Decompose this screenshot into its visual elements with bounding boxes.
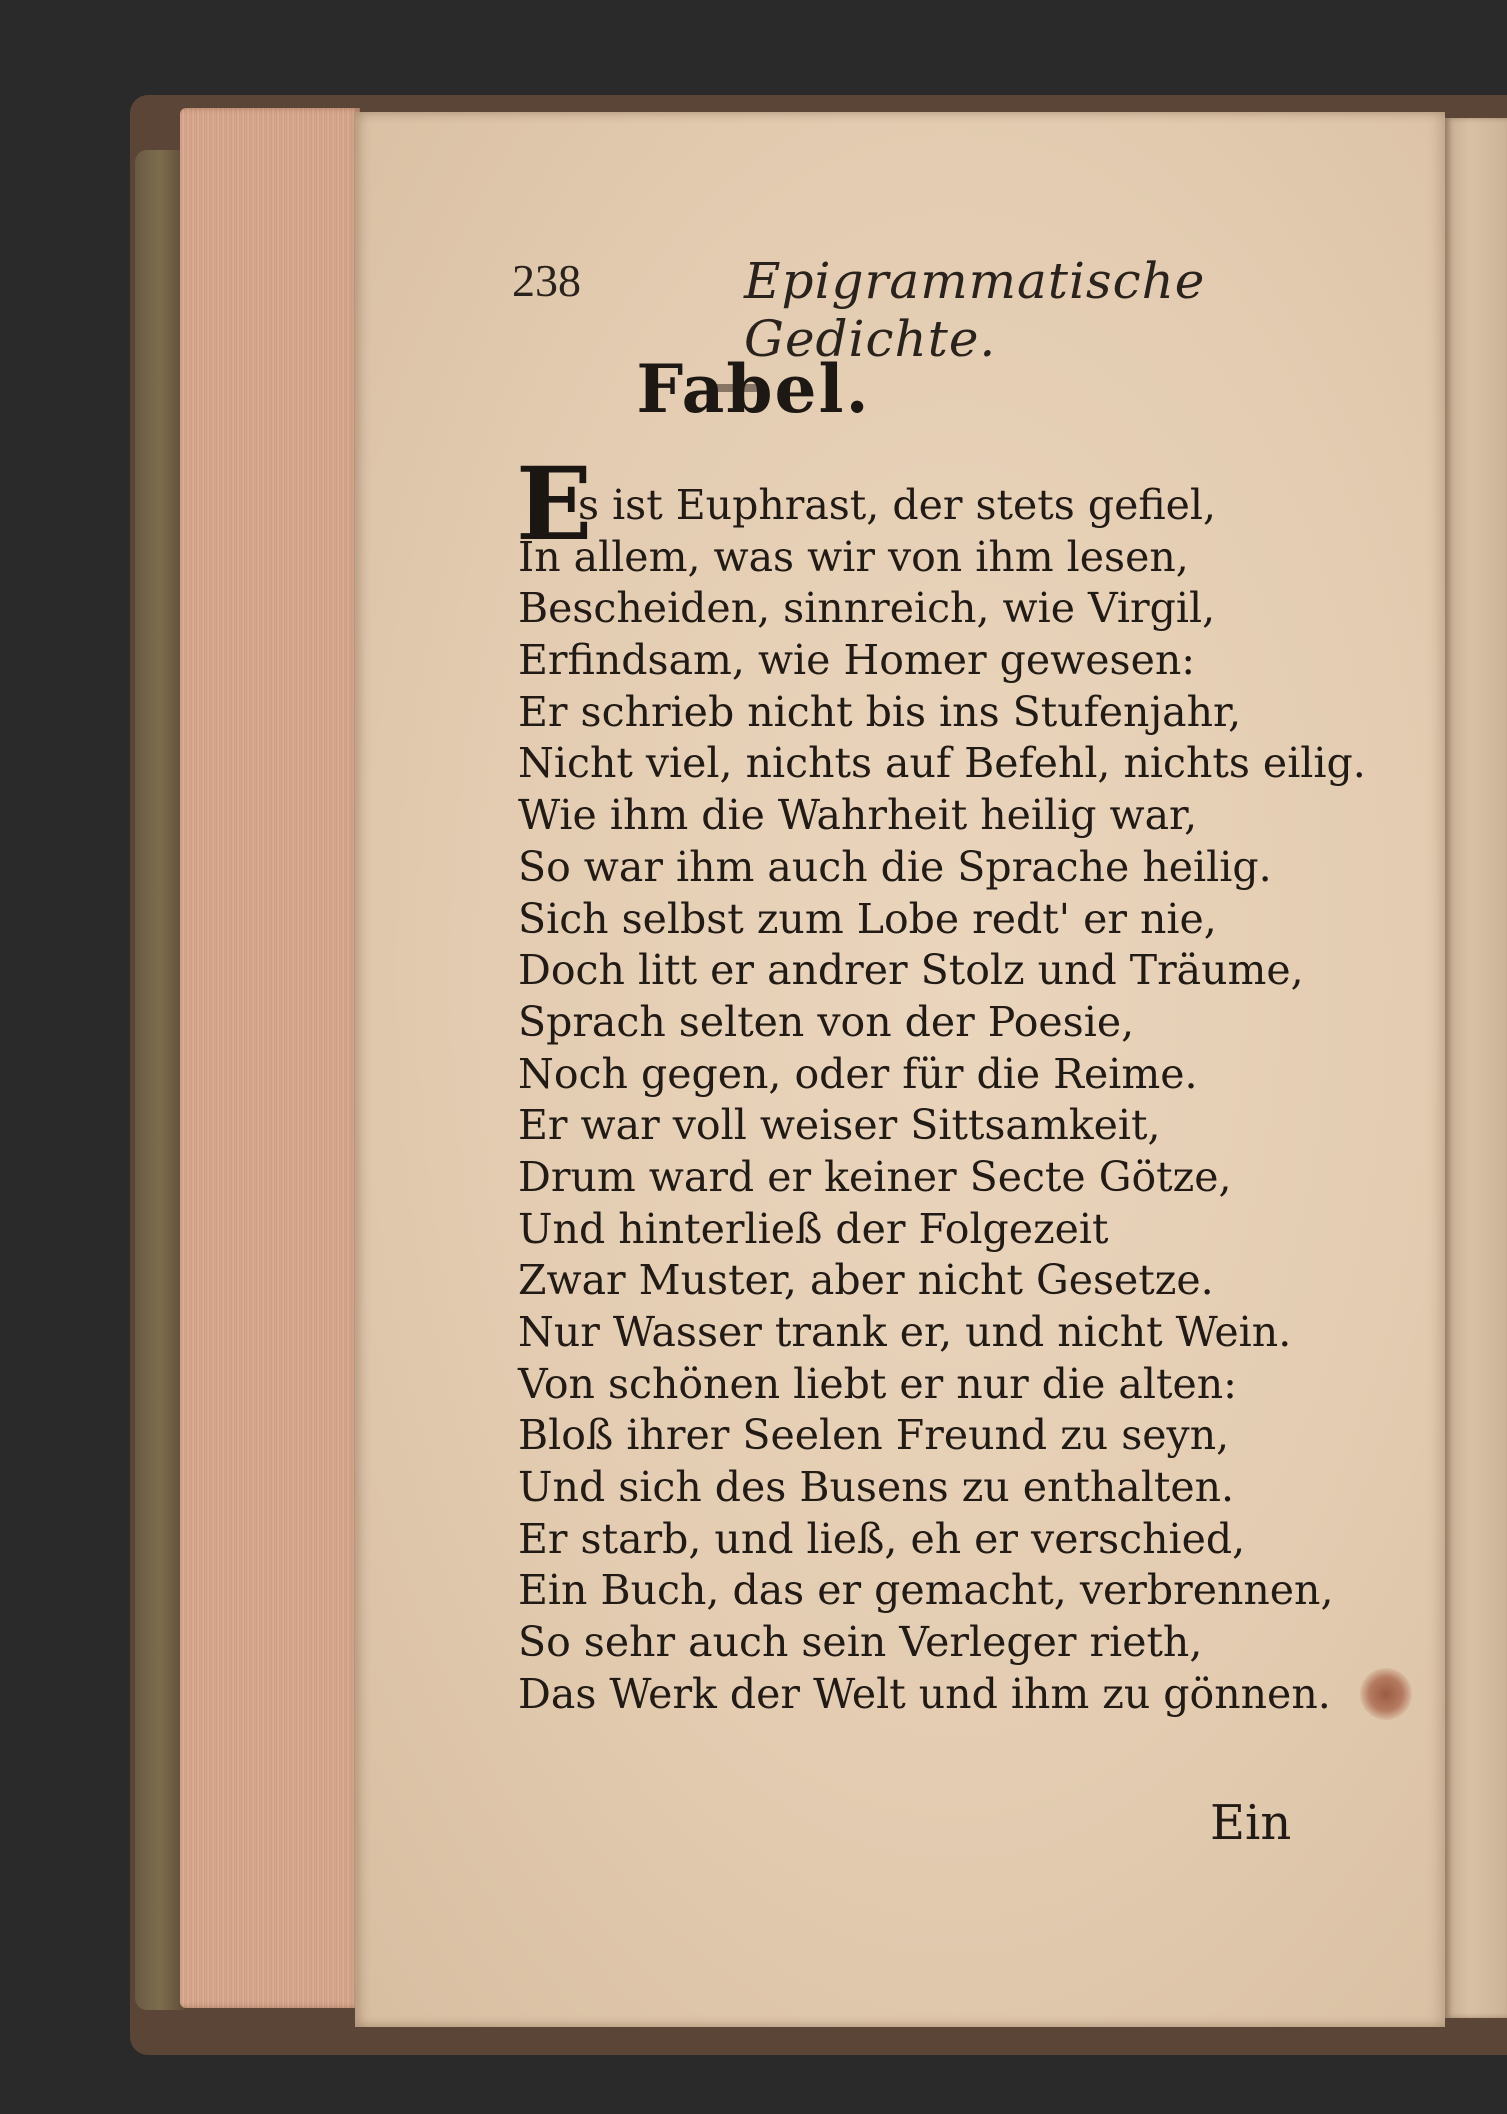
fable-title: Fabel. <box>636 350 871 428</box>
poem-line: Bescheiden, sinnreich, wie Virgil, <box>518 584 1216 633</box>
poem-line: Sich selbst zum Lobe redt' er nie, <box>518 894 1217 943</box>
poem-line: Doch litt er andrer Stolz und Träume, <box>518 946 1304 995</box>
poem-line: Er war voll weiser Sittsamkeit, <box>518 1101 1161 1150</box>
poem-line: Nicht viel, nichts auf Befehl, nichts eilig. <box>518 739 1366 788</box>
page-number: 238 <box>512 255 581 306</box>
poem-line: Noch gegen, oder für die Reime. <box>518 1049 1198 1098</box>
poem-line: Er schrieb nicht bis ins Stufenjahr, <box>518 687 1242 736</box>
paper-stain <box>1360 1668 1412 1720</box>
poem-line: Wie ihm die Wahrheit heilig war, <box>518 791 1198 840</box>
poem-line: Das Werk der Welt und ihm zu gönnen. <box>518 1669 1331 1718</box>
poem-line: In allem, was wir von ihm lesen, <box>518 532 1189 581</box>
poem-line: Ein Buch, das er gemacht, verbrennen, <box>518 1566 1334 1615</box>
poem-line: Er starb, und ließ, eh er verschied, <box>518 1514 1246 1563</box>
drop-cap: E <box>516 445 593 563</box>
poem-line: Und sich des Busens zu enthalten. <box>518 1463 1235 1512</box>
cover-spine-edge <box>135 150 185 2010</box>
poem-line: So sehr auch sein Verleger rieth, <box>518 1618 1203 1667</box>
catchword: Ein <box>1210 1795 1292 1851</box>
poem-line: Drum ward er keiner Secte Götze, <box>518 1152 1232 1201</box>
poem-line: Zwar Muster, aber nicht Gesetze. <box>518 1256 1214 1305</box>
poem-line-text: s ist Euphrast, der stets gefiel, <box>578 481 1217 529</box>
poem-line: Erfindsam, wie Homer gewesen: <box>518 636 1196 685</box>
poem-line: Nur Wasser trank er, und nicht Wein. <box>518 1308 1292 1356</box>
poem-line: Und hinterließ der Folgezeit <box>518 1204 1109 1253</box>
poem-line: So war ihm auch die Sprache heilig. <box>518 842 1272 891</box>
poem-line: Bloß ihrer Seelen Freund zu seyn, <box>518 1411 1230 1460</box>
page-header <box>512 248 1272 368</box>
poem-body <box>516 445 1366 1721</box>
running-title: Epigrammatische Gedichte. <box>744 252 1206 368</box>
poem-line: Sprach selten von der Poesie, <box>518 997 1135 1046</box>
poem-line: Von schönen liebt er nur die alten: <box>518 1359 1237 1408</box>
